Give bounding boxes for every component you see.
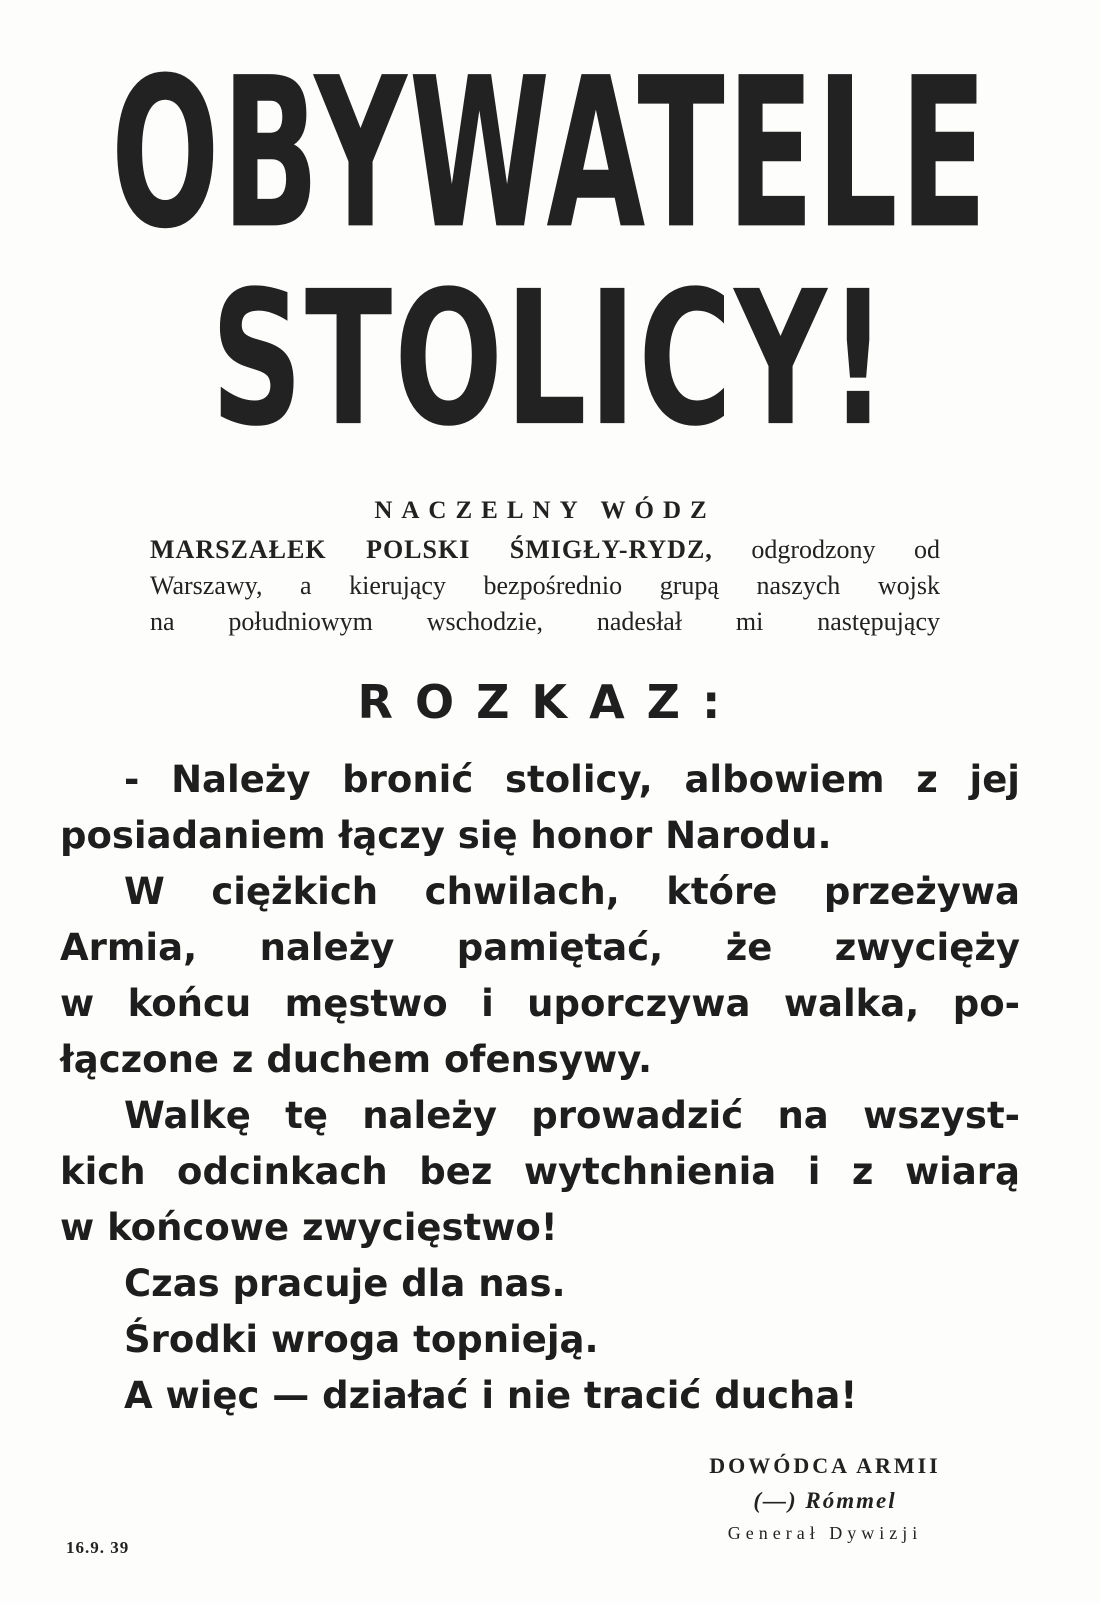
order-line: Czas pracuje dla nas. [124,1262,566,1305]
intro-line-2: Warszawy, a kierujący bezpośrednio grupą naszych wojsk [150,571,940,600]
intro-line-3: na południowym wschodzie, nadesłał mi następujący [150,607,940,636]
commander-title: NACZELNY WÓDZ [374,497,716,524]
order-line: w końcu męstwo i uporczywa walka, po- [60,982,1020,1025]
signature-title: DOWÓDCA ARMII [709,1453,941,1478]
order-line: posiadaniem łączy się honor Narodu. [60,814,832,857]
intro-paragraph [150,532,940,640]
order-line: łączone z duchem ofensywy. [60,1038,652,1081]
order-line: W ciężkich chwilach, które przeżywa [124,870,1020,913]
signature-block [640,1448,1010,1548]
order-line: w końcowe zwycięstwo! [60,1206,558,1249]
order-line: A więc — działać i nie tracić ducha! [124,1374,858,1417]
intro-line-1 [150,532,940,568]
headline-line-2: STOLICY! [210,252,890,469]
order-line: Armia, należy pamiętać, że zwycięży [60,926,1020,969]
marshal-name: MARSZAŁEK POLSKI ŚMIGŁY-RYDZ, [150,535,713,564]
order-line: - Należy bronić stolicy, albowiem z jej [124,758,1020,801]
signature-name: (—) Rómmel [753,1488,897,1513]
headline-line-1: OBYWATELE [110,34,990,276]
date: 16.9. 39 [66,1538,130,1557]
order-line: Walkę tę należy prowadzić na wszyst- [124,1094,1020,1137]
signature-rank: Generał Dywizji [727,1523,923,1543]
order-line: Środki wroga topnieją. [124,1318,599,1361]
order-text [60,752,1020,1424]
order-line: kich odcinkach bez wytchnienia i z wiarą [60,1150,1020,1193]
order-heading: ROZKAZ: [357,675,743,729]
intro-line-1-rest: odgrodzony od [751,535,941,564]
